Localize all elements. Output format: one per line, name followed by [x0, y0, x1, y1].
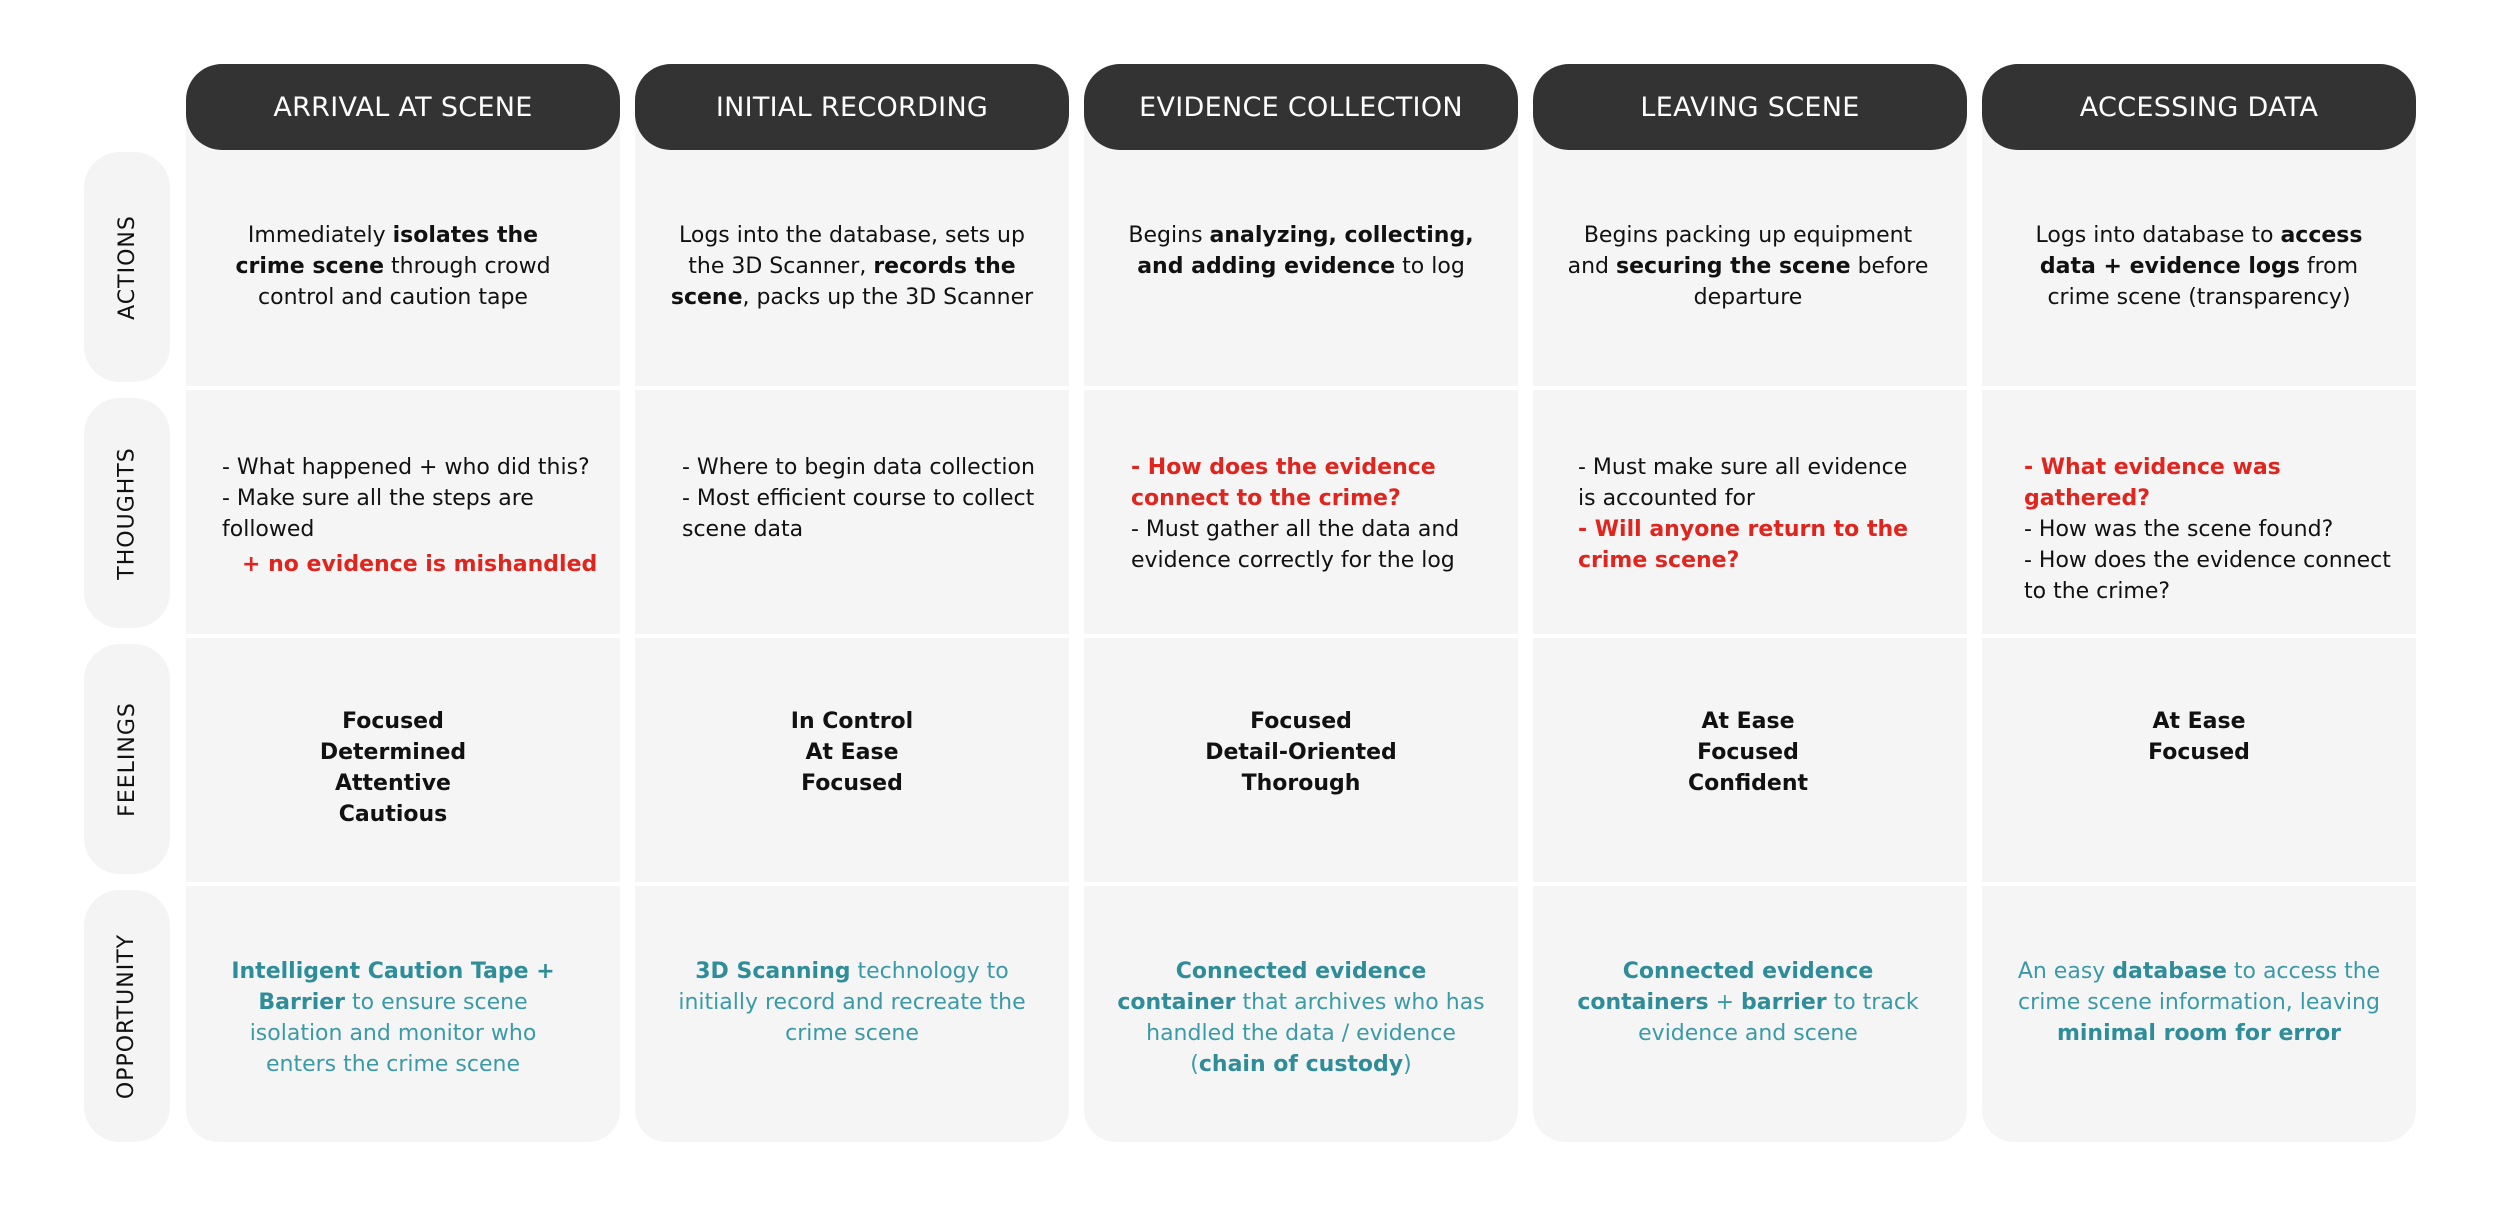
row-divider [635, 634, 1069, 638]
column-header-arrival: ARRIVAL AT SCENE [186, 64, 620, 150]
feelings-cell-recording: In Control At Ease Focused [790, 709, 914, 796]
row-divider [635, 386, 1069, 390]
row-divider [1533, 634, 1967, 638]
actions-cell-recording: Logs into the database, sets up the 3D Scanner, records the scene, packs up the 3D Scanner [670, 223, 1034, 310]
thoughts-cell-arrival: - What happened + who did this? - Make sure all the steps are followed + no evidence is mishandled [222, 455, 598, 577]
column-header-leaving: LEAVING SCENE [1533, 64, 1967, 150]
feelings-cell-accessing: At Ease Focused [2148, 709, 2250, 765]
row-label-opportunity [84, 890, 170, 1142]
column-header-accessing: ACCESSING DATA [1982, 64, 2416, 150]
row-divider [1084, 634, 1518, 638]
row-label-actions [84, 152, 170, 382]
thoughts-cell-recording: - Where to begin data collection - Most efficient course to collect scene data [682, 455, 1035, 542]
row-divider [1533, 882, 1967, 886]
row-divider [1084, 882, 1518, 886]
row-divider [635, 882, 1069, 886]
feelings-cell-collection: Focused Detail-Oriented Thorough [1205, 709, 1397, 796]
row-divider [186, 634, 620, 638]
feelings-cell-leaving: At Ease Focused Confident [1687, 709, 1809, 796]
opportunity-cell-collection: Connected evidence container that archives who has handled the data / evidence (chain of custody) [1117, 959, 1485, 1077]
row-label-text: ACTIONS [114, 214, 140, 320]
opportunity-cell-arrival: Intelligent Caution Tape + Barrier to ensure scene isolation and monitor who enters the crime scene [231, 959, 555, 1077]
column-header-collection: EVIDENCE COLLECTION [1084, 64, 1518, 150]
actions-cell-accessing: Logs into database to access data + evidence logs from crime scene (transparency) [2035, 223, 2363, 310]
thoughts-cell-leaving: - Must make sure all evidence is accounted for - Will anyone return to the crime scene? [1578, 455, 1909, 573]
column-header-recording: INITIAL RECORDING [635, 64, 1069, 150]
opportunity-cell-leaving: Connected evidence containers + barrier to track evidence and scene [1577, 959, 1919, 1046]
row-label-feelings [84, 644, 170, 874]
row-divider [1982, 386, 2416, 390]
row-label-text: THOUGHTS [114, 446, 140, 580]
row-divider [1982, 882, 2416, 886]
thoughts-cell-collection: - How does the evidence connect to the crime? - Must gather all the data and evidence correctly for the log [1131, 455, 1460, 573]
row-divider [186, 882, 620, 886]
actions-cell-collection: Begins analyzing, collecting, and adding evidence to log [1128, 223, 1474, 279]
thoughts-cell-accessing: - What evidence was gathered? - How was the scene found? - How does the evidence connect to the crime? [2024, 455, 2391, 604]
row-divider [1533, 386, 1967, 390]
row-divider [1982, 634, 2416, 638]
row-divider [1084, 386, 1518, 390]
actions-cell-leaving: Begins packing up equipment and securing the scene before departure [1567, 223, 1929, 310]
row-label-text: FEELINGS [114, 701, 140, 817]
opportunity-cell-accessing: An easy database to access the crime scene information, leaving minimal room for error [2017, 959, 2381, 1046]
row-label-text: OPPORTUNITY [114, 933, 140, 1099]
feelings-cell-arrival: Focused Determined Attentive Cautious [319, 709, 467, 827]
actions-cell-arrival: Immediately isolates the crime scene through crowd control and caution tape [235, 223, 551, 310]
row-divider [186, 386, 620, 390]
row-label-thoughts [84, 398, 170, 628]
opportunity-cell-recording: 3D Scanning technology to initially record and recreate the crime scene [678, 959, 1026, 1046]
